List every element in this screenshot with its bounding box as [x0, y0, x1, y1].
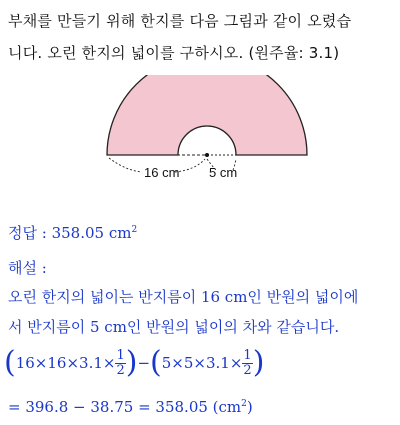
- formula: [4, 343, 396, 383]
- open-paren-2: (: [150, 345, 162, 380]
- inner-radius-label: 5 cm: [209, 165, 238, 180]
- explanation-label: 해설 :: [8, 259, 47, 277]
- explanation-line-1: 오린 한지의 넓이는 반지름이 16 cm인 반원의 넓이에: [8, 288, 359, 306]
- semicircle-figure: [95, 75, 320, 183]
- center-point: [205, 153, 209, 157]
- fraction-1-denominator: 2: [116, 362, 125, 378]
- fraction-2: [242, 349, 252, 378]
- answer-line: [8, 222, 137, 243]
- formula-result: [8, 398, 253, 416]
- close-paren-2: ): [252, 345, 265, 380]
- answer-unit: cm: [108, 224, 132, 242]
- open-paren-1: (: [4, 345, 16, 380]
- fraction-2-denominator: 2: [243, 362, 252, 378]
- fraction-2-numerator: 1: [243, 347, 252, 363]
- explanation-line-2: 서 반지름이 5 cm인 반원의 넓이의 차와 같습니다.: [8, 318, 340, 336]
- fraction-1-numerator: 1: [116, 347, 125, 363]
- outer-radius-brace-right: [175, 159, 205, 172]
- answer-label: 정답 :: [8, 224, 47, 242]
- paper-shape: [107, 75, 307, 155]
- fraction-1: [115, 349, 125, 378]
- answer-value: 358.05: [51, 224, 105, 242]
- result-text: = 396.8 − 38.75 = 358.05 (cm: [8, 398, 242, 416]
- result-close: ): [246, 398, 253, 416]
- outer-radius-label: 16 cm: [144, 165, 180, 180]
- formula-term-2: 5×5×3.1×: [161, 354, 243, 372]
- result-unit-exponent: 2: [241, 399, 247, 409]
- outer-radius-brace: [109, 158, 141, 172]
- answer-unit-exponent: 2: [131, 225, 138, 235]
- problem-line-1: 부채를 만들기 위해 한지를 다음 그림과 같이 오렸습: [8, 12, 352, 30]
- formula-term-1: 16×16×3.1×: [15, 354, 116, 372]
- close-paren-1: ): [125, 345, 138, 380]
- problem-text: [8, 5, 396, 69]
- problem-line-2: 니다. 오린 한지의 넓이를 구하시오. (원주율: 3.1): [8, 44, 340, 62]
- formula-minus: −: [137, 354, 151, 372]
